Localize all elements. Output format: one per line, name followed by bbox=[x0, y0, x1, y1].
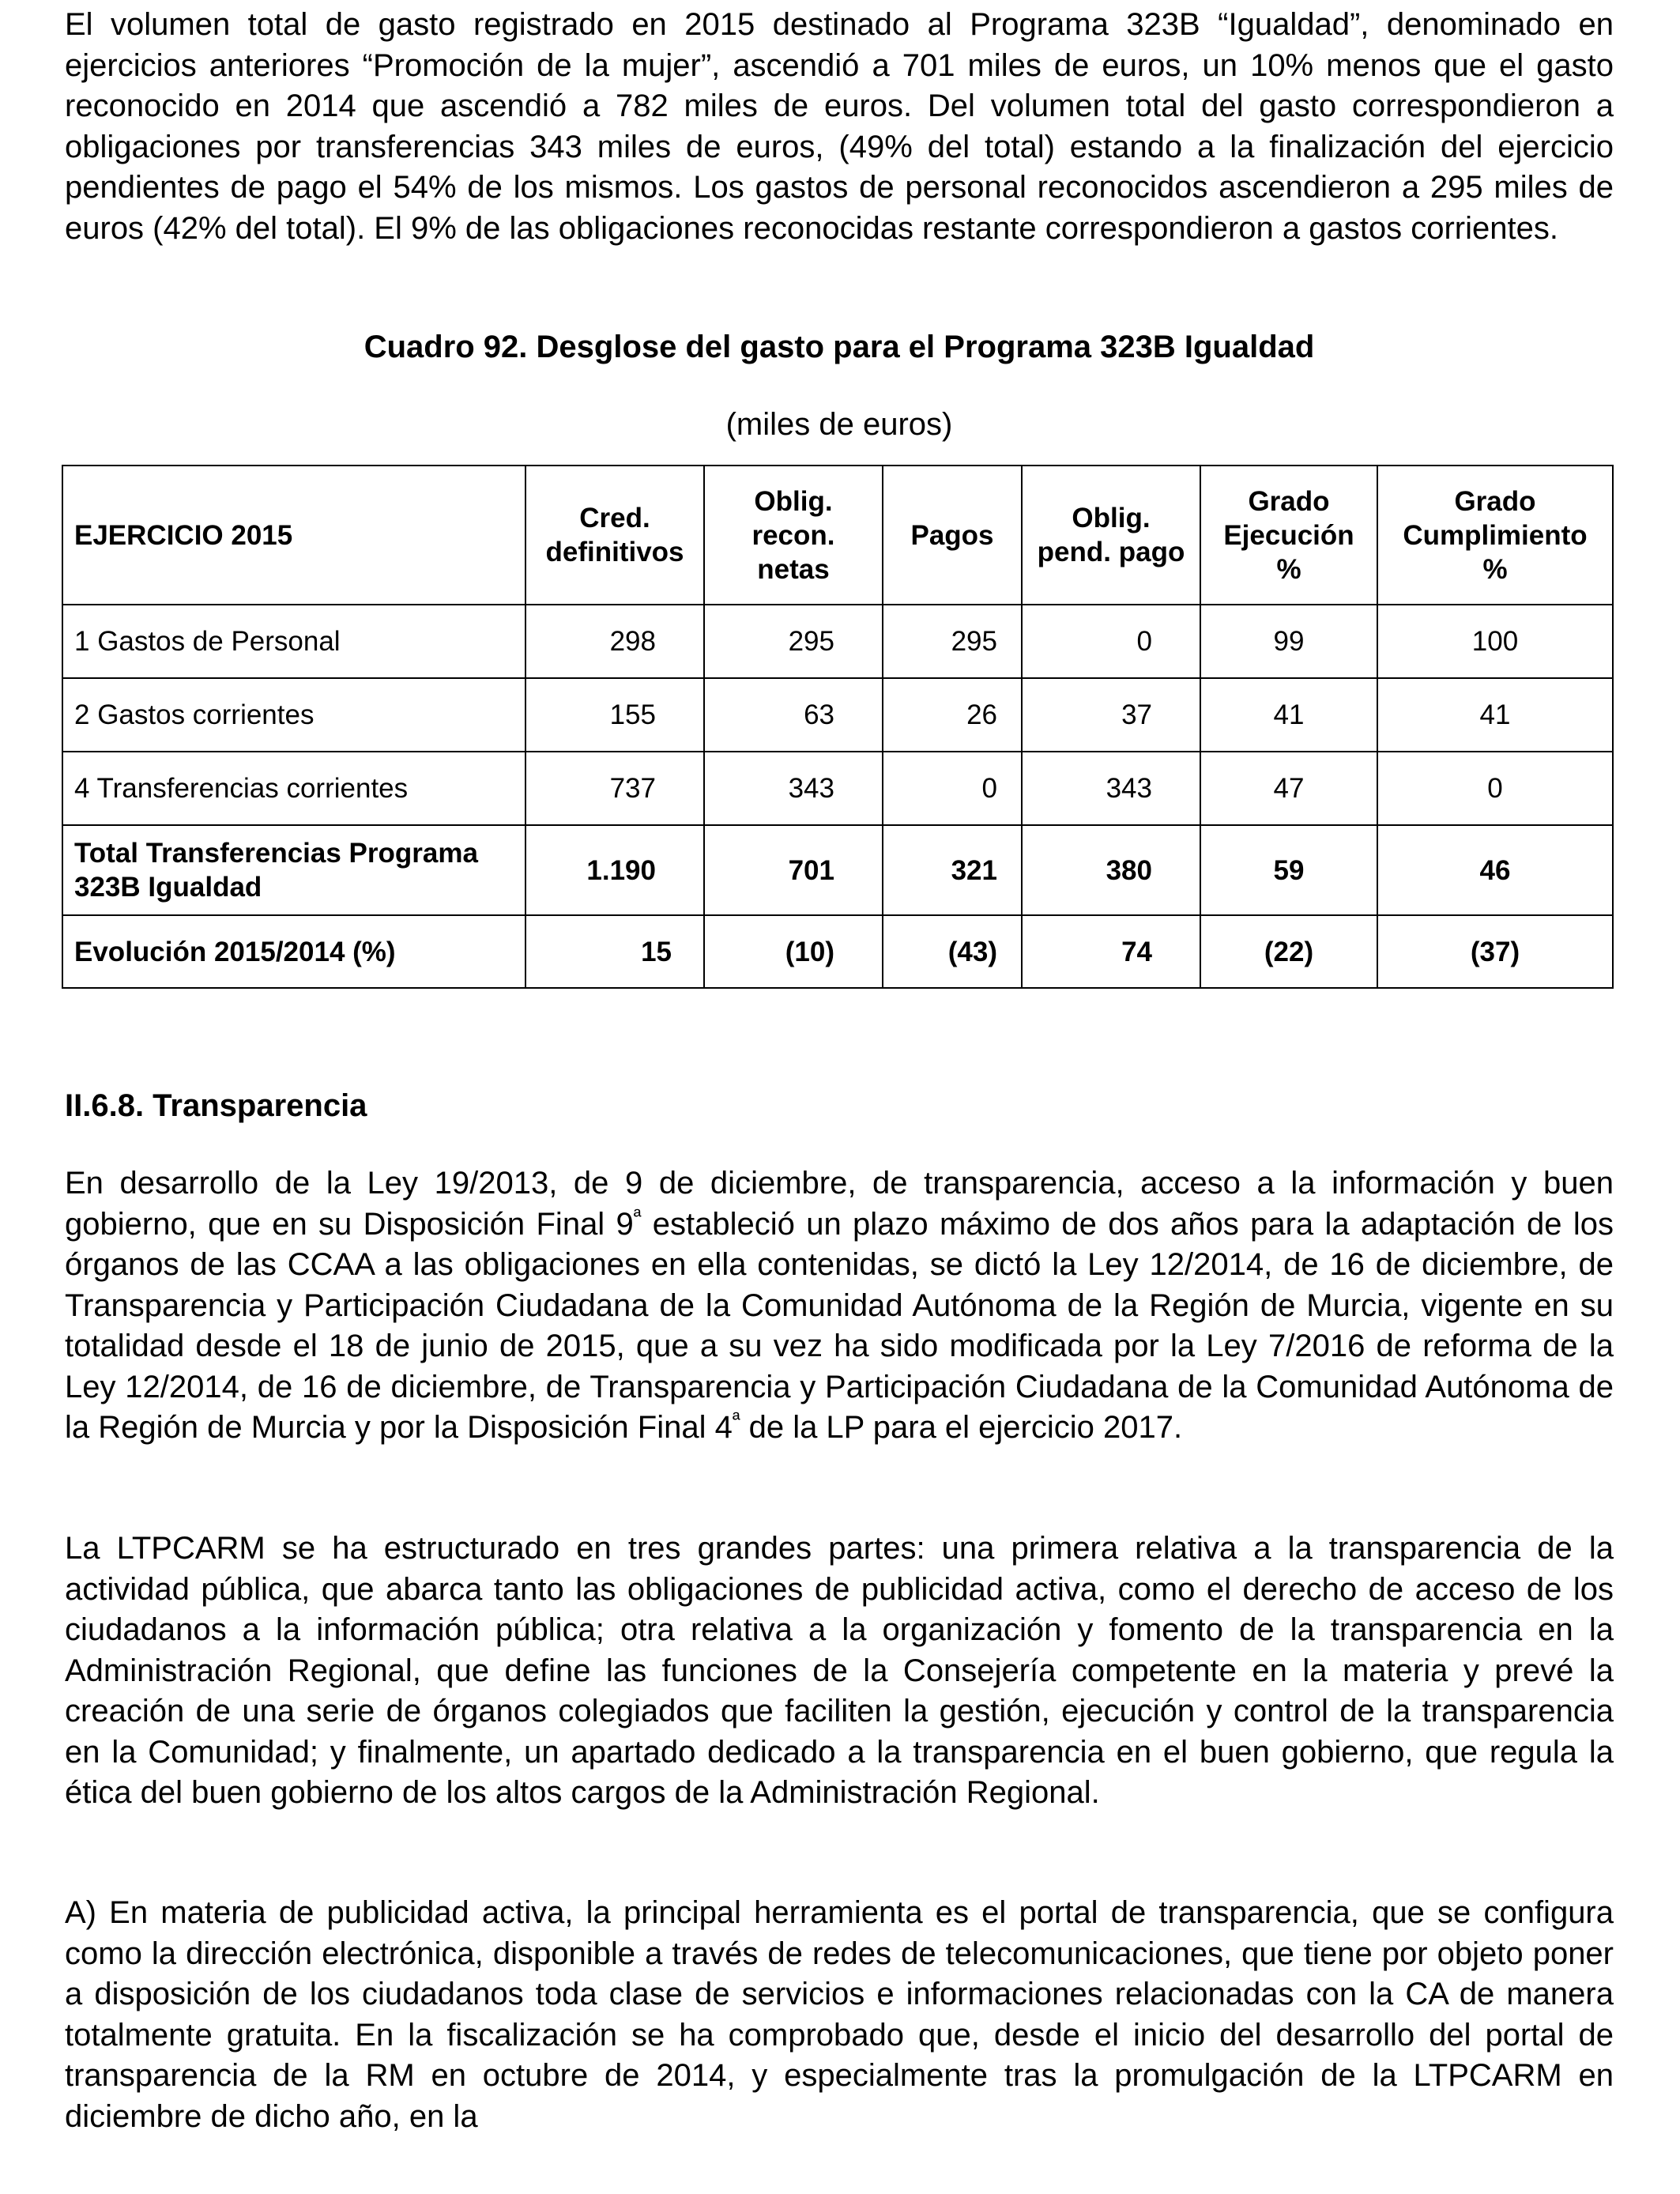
cell-ejec: 59 bbox=[1200, 825, 1377, 915]
header-ejecucion: Grado Ejecución % bbox=[1200, 466, 1377, 605]
row-label: 1 Gastos de Personal bbox=[62, 605, 525, 678]
cell-pend: 343 bbox=[1022, 752, 1200, 825]
table-row bbox=[62, 752, 1613, 825]
row-label: 4 Transferencias corrientes bbox=[62, 752, 525, 825]
row-label: Total Transferencias Programa 323B Igualdad bbox=[62, 825, 525, 915]
row-label: Evolución 2015/2014 (%) bbox=[62, 915, 525, 988]
table-total-row bbox=[62, 825, 1613, 915]
cell-pend: 74 bbox=[1022, 915, 1200, 988]
table-header-row bbox=[62, 466, 1613, 605]
cell-cumpl: 100 bbox=[1377, 605, 1613, 678]
cell-cumpl: 0 bbox=[1377, 752, 1613, 825]
cell-cred: 15 bbox=[525, 915, 704, 988]
table-title: Cuadro 92. Desglose del gasto para el Programa 323B Igualdad bbox=[363, 330, 1315, 364]
paragraph-transparencia-law: En desarrollo de la Ley 19/2013, de 9 de diciembre, de transparencia, acceso a la información y buen gobierno, que en su Disposición Final $9^ª$ estableció un plazo máximo de dos años para la adaptación de los órganos de las CCAA a las obligaciones en ella contenidas, se dictó la Ley 12/2014, de 16 de diciembre, de Transparencia y Participación Ciudadana de la Comunidad Autónoma de la Región de Murcia, vigente en su totalidad desde el 18 de junio de 2015, que a su vez ha sido modificada por la Ley 7/2016 de reforma de la Ley 12/2014, de 16 de diciembre, de Transparencia y Participación Ciudadana de la Comunidad Autónoma de la Región de Murcia y por la Disposición Final $4^ª$ de la LP para el ejercicio 2017. bbox=[65, 1166, 1614, 1445]
cell-pend: 37 bbox=[1022, 678, 1200, 752]
cell-oblig: 701 bbox=[704, 825, 883, 915]
section-title: II.6.8. Transparencia bbox=[65, 1088, 367, 1123]
table-evolution-row bbox=[62, 915, 1613, 988]
row-label: 2 Gastos corrientes bbox=[62, 678, 525, 752]
cell-ejec: (22) bbox=[1200, 915, 1377, 988]
cell-oblig: 343 bbox=[704, 752, 883, 825]
header-cumplimiento: Grado Cumplimiento % bbox=[1377, 466, 1613, 605]
expense-table bbox=[62, 465, 1614, 989]
cell-pend: 380 bbox=[1022, 825, 1200, 915]
header-oblig: Oblig. recon. netas bbox=[704, 466, 883, 605]
header-ejercicio: EJERCICIO 2015 bbox=[62, 466, 525, 605]
cell-cred: 1.190 bbox=[525, 825, 704, 915]
cell-pagos: 295 bbox=[883, 605, 1022, 678]
cell-oblig: (10) bbox=[704, 915, 883, 988]
cell-pagos: 321 bbox=[883, 825, 1022, 915]
header-pend: Oblig. pend. pago bbox=[1022, 466, 1200, 605]
table-units: (miles de euros) bbox=[725, 407, 953, 442]
cell-cred: 155 bbox=[525, 678, 704, 752]
intro-paragraph: El volumen total de gasto registrado en 2015 destinado al Programa 323B “Igualdad”, denominado en ejercicios anteriores “Promoción de la mujer”, ascendió a 701 miles de euros, un 10% menos que el gasto reconocido en 2014 que ascendió a 782 miles de euros. Del volumen total del gasto correspondieron a obligaciones por transferencias 343 miles de euros, (49% del total) estando a la finalización del ejercicio pendientes de pago el 54% de los mismos. Los gastos de personal reconocidos ascendieron a 295 miles de euros (42% del total). El 9% de las obligaciones reconocidas restante correspondieron a gastos corrientes. bbox=[65, 7, 1614, 246]
paragraph-publicidad-activa: A) En materia de publicidad activa, la principal herramienta es el portal de transparencia, que se configura como la dirección electrónica, disponible a través de redes de telecomunicaciones, que tiene por objeto poner a disposición de los ciudadanos toda clase de servicios e informaciones relacionadas con la CA de manera totalmente gratuita. En la fiscalización se ha comprobado que, desde el inicio del desarrollo del portal de transparencia de la RM en octubre de 2014, y especialmente tras la promulgación de la LTPCARM en diciembre de dicho año, en la bbox=[65, 1895, 1614, 2134]
cell-pagos: (43) bbox=[883, 915, 1022, 988]
table-row bbox=[62, 605, 1613, 678]
header-cred: Cred. definitivos bbox=[525, 466, 704, 605]
cell-cumpl: 41 bbox=[1377, 678, 1613, 752]
paragraph-ltpcarm-structure: La LTPCARM se ha estructurado en tres grandes partes: una primera relativa a la transparencia de la actividad pública, que abarca tanto las obligaciones de publicidad activa, como el derecho de acceso de los ciudadanos a la información pública; otra relativa a la organización y fomento de la transparencia en la Administración Regional, que define las funciones de la Consejería competente en la materia y prevé la creación de una serie de órganos colegiados que faciliten la gestión, ejecución y control de la transparencia en la Comunidad; y finalmente, un apartado dedicado a la transparencia en el buen gobierno, que regula la ética del buen gobierno de los altos cargos de la Administración Regional. bbox=[65, 1531, 1614, 1810]
cell-cumpl: (37) bbox=[1377, 915, 1613, 988]
cell-pagos: 26 bbox=[883, 678, 1022, 752]
cell-oblig: 295 bbox=[704, 605, 883, 678]
cell-ejec: 47 bbox=[1200, 752, 1377, 825]
cell-ejec: 99 bbox=[1200, 605, 1377, 678]
cell-cred: 298 bbox=[525, 605, 704, 678]
header-pagos: Pagos bbox=[883, 466, 1022, 605]
cell-cumpl: 46 bbox=[1377, 825, 1613, 915]
cell-ejec: 41 bbox=[1200, 678, 1377, 752]
cell-pagos: 0 bbox=[883, 752, 1022, 825]
cell-cred: 737 bbox=[525, 752, 704, 825]
cell-oblig: 63 bbox=[704, 678, 883, 752]
cell-pend: 0 bbox=[1022, 605, 1200, 678]
table-row bbox=[62, 678, 1613, 752]
